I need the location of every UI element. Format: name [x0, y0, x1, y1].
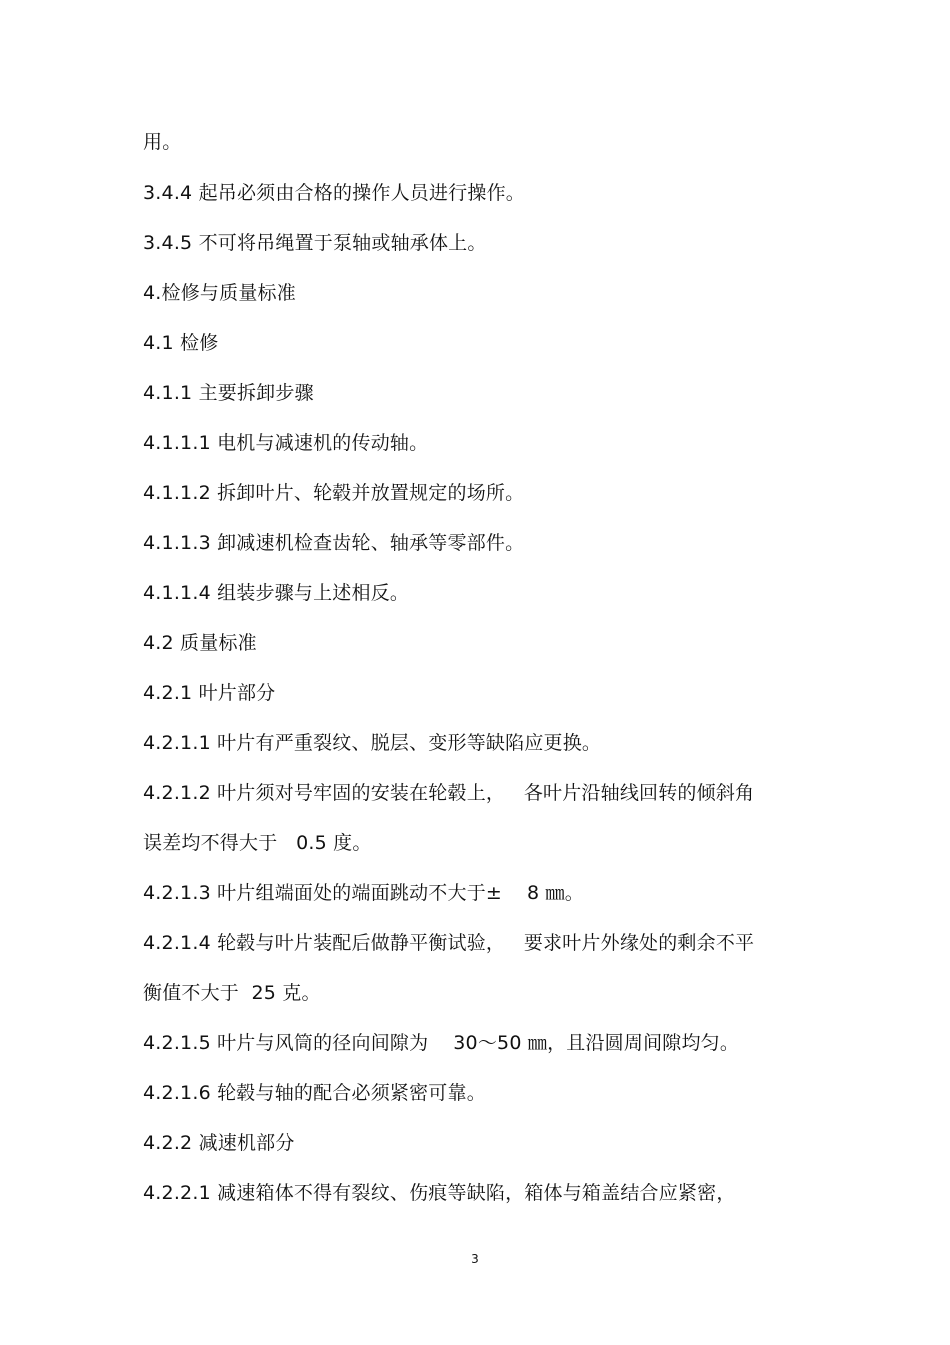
text-line: 4.2.1.3 叶片组端面处的端面跳动不大于± 8 ㎜。: [143, 882, 584, 904]
page-number: 3: [471, 1252, 479, 1266]
text-line: 4.2.1.6 轮毂与轴的配合必须紧密可靠。: [143, 1082, 486, 1104]
text-line: 4.1.1 主要拆卸步骤: [143, 382, 314, 404]
section-heading: 4.1 检修: [143, 332, 219, 354]
section-heading: 4.检修与质量标准: [143, 282, 296, 304]
text-line: 4.1.1.3 卸减速机检查齿轮、轴承等零部件。: [143, 532, 525, 554]
text-line: 3.4.5 不可将吊绳置于泵轴或轴承体上。: [143, 232, 487, 254]
text-line: 4.1.1.2 拆卸叶片、轮毂并放置规定的场所。: [143, 482, 525, 504]
text-line: 衡值不大于 25 克。: [143, 982, 321, 1004]
text-line: 4.2.1.2 叶片须对号牢固的安装在轮毂上， 各叶片沿轴线回转的倾斜角: [143, 782, 755, 804]
text-line: 用。: [143, 131, 182, 153]
section-heading: 4.2 质量标准: [143, 632, 257, 654]
text-line: 4.2.1 叶片部分: [143, 682, 276, 704]
text-line: 4.1.1.1 电机与减速机的传动轴。: [143, 432, 429, 454]
text-line: 4.2.2.1 减速箱体不得有裂纹、伤痕等缺陷，箱体与箱盖结合应紧密，: [143, 1182, 736, 1204]
text-line: 3.4.4 起吊必须由合格的操作人员进行操作。: [143, 182, 525, 204]
text-line: 4.2.1.1 叶片有严重裂纹、脱层、变形等缺陷应更换。: [143, 732, 602, 754]
text-line: 4.2.2 减速机部分: [143, 1132, 295, 1154]
text-line: 4.2.1.5 叶片与风筒的径向间隙为 30～50 ㎜，且沿圆周间隙均匀。: [143, 1032, 740, 1054]
text-line: 4.2.1.4 轮毂与叶片装配后做静平衡试验， 要求叶片外缘处的剩余不平: [143, 932, 755, 954]
text-line: 4.1.1.4 组装步骤与上述相反。: [143, 582, 410, 604]
text-line: 误差均不得大于 0.5 度。: [143, 832, 372, 854]
